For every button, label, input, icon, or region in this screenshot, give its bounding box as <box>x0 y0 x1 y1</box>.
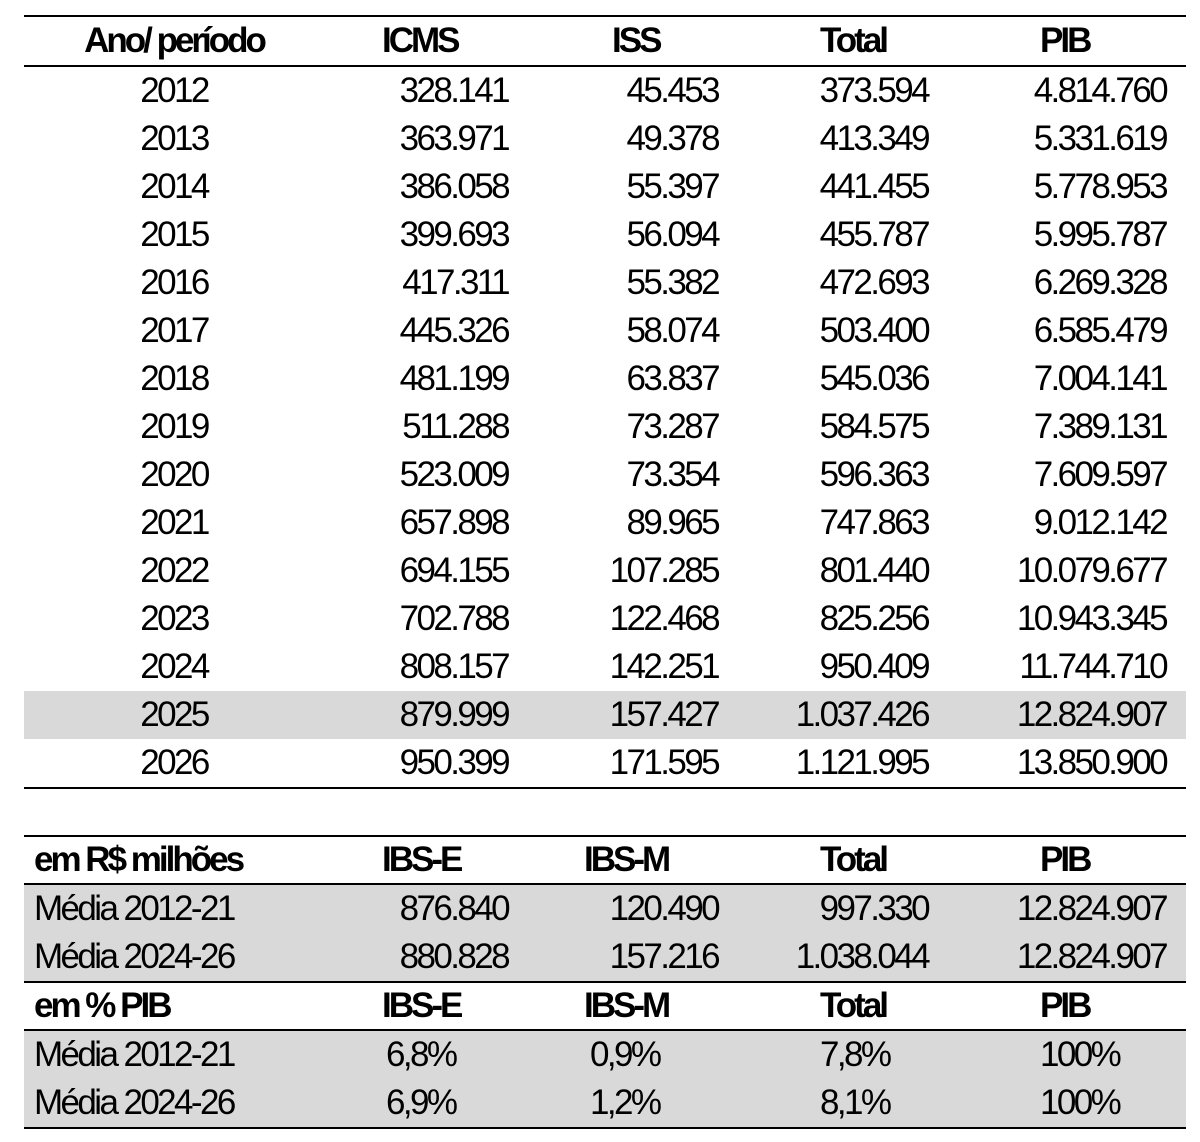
header-total: Total <box>734 836 944 884</box>
cell-total: 8,1% <box>734 1079 944 1128</box>
cell-icms: 950.399 <box>399 743 508 782</box>
table-row <box>24 355 1186 403</box>
cell-iss: 45.453 <box>626 71 718 110</box>
cell-pib: 100% <box>944 1079 1186 1128</box>
cell-total: 7,8% <box>734 1030 944 1079</box>
cell-total: 825.256 <box>819 599 928 638</box>
cell-year: 2014 <box>140 167 208 206</box>
cell-year: 2017 <box>140 311 208 350</box>
cell-ibs-e: 6,9% <box>324 1079 524 1128</box>
cell-year: 2012 <box>140 71 208 110</box>
cell-ibs-m: 120.490 <box>524 884 734 933</box>
cell-iss: 55.397 <box>626 167 718 206</box>
cell-pib: 10.079.677 <box>1016 551 1166 590</box>
cell-total: 596.363 <box>819 455 928 494</box>
table-row <box>24 115 1186 163</box>
table-row <box>24 259 1186 307</box>
cell-ibs-m: 1,2% <box>524 1079 734 1128</box>
cell-iss: 58.074 <box>626 311 718 350</box>
cell-ibs-m: 0,9% <box>524 1030 734 1079</box>
cell-iss: 63.837 <box>626 359 718 398</box>
cell-icms: 808.157 <box>399 647 508 686</box>
table-row <box>24 163 1186 211</box>
cell-year: 2023 <box>140 599 208 638</box>
row-label: Média 2012-21 <box>24 1030 324 1079</box>
table-row <box>24 691 1186 739</box>
cell-pib: 7.004.141 <box>1033 359 1166 398</box>
table-row <box>24 1079 1186 1128</box>
table-body <box>24 66 1186 788</box>
table-row <box>24 307 1186 355</box>
cell-total: 997.330 <box>734 884 944 933</box>
cell-total: 1.121.995 <box>795 743 928 782</box>
cell-pib: 100% <box>944 1030 1186 1079</box>
cell-year: 2018 <box>140 359 208 398</box>
table-row <box>24 1030 1186 1079</box>
header-pib: PIB <box>944 16 1186 66</box>
header-pib: PIB <box>944 836 1186 884</box>
cell-pib: 12.824.907 <box>944 691 1186 739</box>
tables-container <box>24 0 1186 1129</box>
cell-icms: 399.693 <box>399 215 508 254</box>
summary-table <box>24 835 1186 1129</box>
header-ibs-m: IBS-M <box>524 982 734 1030</box>
table-row <box>24 66 1186 115</box>
cell-pib: 12.824.907 <box>944 884 1186 933</box>
cell-icms: 511.288 <box>402 407 508 446</box>
cell-pib: 5.331.619 <box>1033 119 1166 158</box>
cell-total: 545.036 <box>819 359 928 398</box>
cell-total: 455.787 <box>819 215 928 254</box>
cell-icms: 363.971 <box>399 119 508 158</box>
cell-ibs-e: 880.828 <box>324 933 524 982</box>
cell-year: 2019 <box>140 407 208 446</box>
cell-pib: 9.012.142 <box>1033 503 1166 542</box>
cell-year: 2026 <box>140 743 208 782</box>
cell-iss: 171.595 <box>609 743 718 782</box>
cell-pib: 13.850.900 <box>1016 743 1166 782</box>
cell-icms: 386.058 <box>399 167 508 206</box>
cell-iss: 107.285 <box>609 551 718 590</box>
cell-iss: 142.251 <box>609 647 718 686</box>
table-row <box>24 933 1186 982</box>
cell-icms: 328.141 <box>399 71 508 110</box>
cell-iss: 73.287 <box>626 407 718 446</box>
cell-total: 441.455 <box>819 167 928 206</box>
header-total: Total <box>734 982 944 1030</box>
cell-year: 2024 <box>140 647 208 686</box>
header-icms: ICMS <box>324 16 524 66</box>
header-ano-periodo: Ano/ período <box>24 16 324 66</box>
cell-icms: 523.009 <box>399 455 508 494</box>
table-row <box>24 451 1186 499</box>
cell-pib: 6.585.479 <box>1033 311 1166 350</box>
cell-ibs-e: 876.840 <box>324 884 524 933</box>
cell-total: 747.863 <box>819 503 928 542</box>
cell-year: 2013 <box>140 119 208 158</box>
cell-total: 1.038.044 <box>734 933 944 982</box>
cell-pib: 4.814.760 <box>1033 71 1166 110</box>
cell-pib: 11.744.710 <box>1019 647 1166 686</box>
cell-iss: 89.965 <box>626 503 718 542</box>
cell-year: 2021 <box>140 503 208 542</box>
cell-icms: 445.326 <box>399 311 508 350</box>
cell-iss: 49.378 <box>626 119 718 158</box>
cell-iss: 157.427 <box>524 691 734 739</box>
row-label: Média 2024-26 <box>24 933 324 982</box>
table-row <box>24 884 1186 933</box>
cell-pib: 12.824.907 <box>944 933 1186 982</box>
cell-iss: 56.094 <box>626 215 718 254</box>
header-row <box>24 16 1186 66</box>
table-row <box>24 211 1186 259</box>
table-row <box>24 403 1186 451</box>
cell-iss: 73.354 <box>626 455 718 494</box>
header-ibs-m: IBS-M <box>524 836 734 884</box>
header-em-pct-pib: em % PIB <box>24 982 324 1030</box>
header-ibs-e: IBS-E <box>324 982 524 1030</box>
cell-ibs-e: 6,8% <box>324 1030 524 1079</box>
cell-icms: 694.155 <box>399 551 508 590</box>
cell-icms: 417.311 <box>402 263 508 302</box>
cell-year: 2022 <box>140 551 208 590</box>
cell-total: 801.440 <box>819 551 928 590</box>
cell-ibs-m: 157.216 <box>524 933 734 982</box>
cell-icms: 657.898 <box>399 503 508 542</box>
table-row <box>24 595 1186 643</box>
header-ibs-e: IBS-E <box>324 836 524 884</box>
cell-icms: 481.199 <box>399 359 508 398</box>
cell-pib: 5.995.787 <box>1033 215 1166 254</box>
table-row <box>24 643 1186 691</box>
table-row <box>24 739 1186 788</box>
cell-icms: 879.999 <box>324 691 524 739</box>
summary-pct-header-row <box>24 982 1186 1030</box>
cell-pib: 6.269.328 <box>1033 263 1166 302</box>
header-em-milhoes: em R$ milhões <box>24 836 324 884</box>
table-row <box>24 499 1186 547</box>
cell-year: 2020 <box>140 455 208 494</box>
cell-total: 1.037.426 <box>734 691 944 739</box>
cell-icms: 702.788 <box>399 599 508 638</box>
cell-pib: 5.778.953 <box>1033 167 1166 206</box>
revenue-by-year-table <box>24 15 1186 789</box>
cell-pib: 7.609.597 <box>1033 455 1166 494</box>
row-label: Média 2024-26 <box>24 1079 324 1128</box>
cell-total: 950.409 <box>819 647 928 686</box>
cell-total: 413.349 <box>819 119 928 158</box>
cell-total: 503.400 <box>819 311 928 350</box>
cell-total: 373.594 <box>819 71 928 110</box>
cell-year: 2016 <box>140 263 208 302</box>
cell-year: 2025 <box>24 691 324 739</box>
header-total: Total <box>734 16 944 66</box>
summary-millions-header-row <box>24 836 1186 884</box>
cell-pib: 7.389.131 <box>1033 407 1166 446</box>
cell-pib: 10.943.345 <box>1016 599 1166 638</box>
row-label: Média 2012-21 <box>24 884 324 933</box>
table-row <box>24 547 1186 595</box>
cell-total: 472.693 <box>819 263 928 302</box>
cell-iss: 122.468 <box>609 599 718 638</box>
cell-year: 2015 <box>140 215 208 254</box>
cell-total: 584.575 <box>819 407 928 446</box>
header-iss: ISS <box>524 16 734 66</box>
header-pib: PIB <box>944 982 1186 1030</box>
cell-iss: 55.382 <box>626 263 718 302</box>
